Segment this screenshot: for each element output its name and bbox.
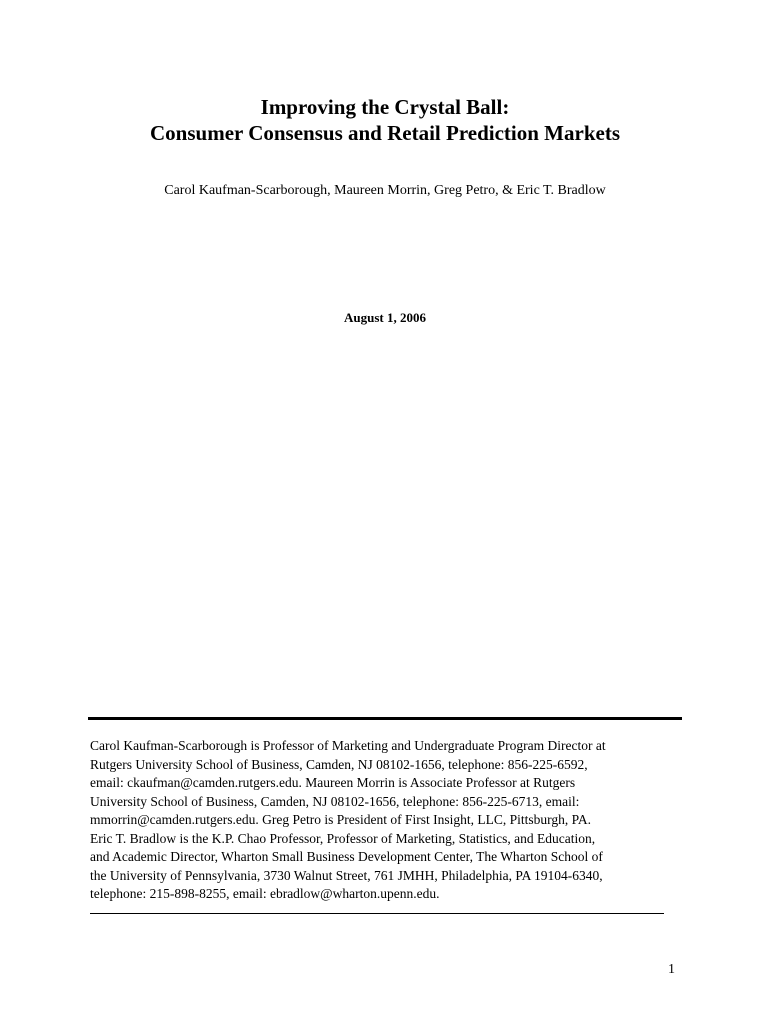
paper-title-line-1: Improving the Crystal Ball:: [260, 95, 510, 119]
footnote-line: email: ckaufman@camden.rutgers.edu. Maureen Morrin is Associate Professor at Rutgers: [90, 775, 576, 790]
publication-date: August 1, 2006: [344, 310, 426, 325]
footnote-line: University School of Business, Camden, NJ 08102-1656, telephone: 856-225-6713, email:: [90, 793, 580, 809]
author-affiliations-footnote: [90, 737, 690, 904]
footnote-bottom-rule: [90, 913, 664, 914]
paper-title-line-2: Consumer Consensus and Retail Prediction Markets: [150, 121, 620, 145]
footnote-line: Carol Kaufman-Scarborough is Professor of Marketing and Undergraduate Program Director at: [90, 738, 606, 753]
footnote-line: the University of Pennsylvania, 3730 Walnut Street, 761 JMHH, Philadelphia, PA 19104-6340,: [90, 867, 603, 883]
page-number: 1: [668, 962, 675, 977]
footnote-line: and Academic Director, Wharton Small Business Development Center, The Wharton School of: [90, 849, 603, 864]
footnote-line: telephone: 215-898-8255, email: ebradlow@wharton.upenn.edu.: [90, 886, 440, 901]
footnote-line: Rutgers University School of Business, Camden, NJ 08102-1656, telephone: 856-225-6592,: [90, 756, 588, 772]
footnote-separator-rule: [88, 717, 682, 720]
footnote-line: Eric T. Bradlow is the K.P. Chao Professor, Professor of Marketing, Statistics, and Education,: [90, 830, 596, 846]
author-list: Carol Kaufman-Scarborough, Maureen Morrin, Greg Petro, & Eric T. Bradlow: [164, 183, 606, 198]
footnote-line: mmorrin@camden.rutgers.edu. Greg Petro is President of First Insight, LLC, Pittsburgh, PA.: [90, 812, 592, 827]
